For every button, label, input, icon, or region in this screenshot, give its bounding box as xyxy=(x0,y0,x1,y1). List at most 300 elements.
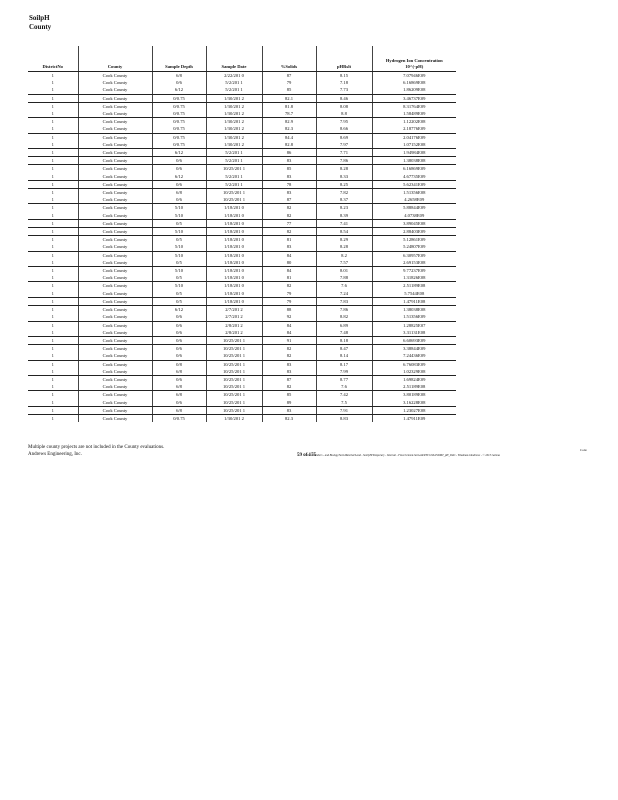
date-cell: 1/18/201 0 xyxy=(206,274,262,282)
district-cell: 1 xyxy=(28,368,78,376)
ph-cell: 8.66 xyxy=(316,125,372,133)
district-cell: 1 xyxy=(51,252,54,258)
ph-cell: 8.37 xyxy=(316,196,372,204)
county-cell: Cook County xyxy=(78,86,152,94)
table-row xyxy=(28,157,456,165)
col-header-sample-depth: Sample Depth xyxy=(152,46,206,72)
solids-cell: 82.9 xyxy=(262,118,316,126)
ph-cell: 8.15 xyxy=(316,72,372,80)
depth-cell: 0/5 xyxy=(152,274,206,282)
depth-cell: 0/6 xyxy=(152,196,206,204)
depth-cell: 0/0.75 xyxy=(152,133,206,141)
hydrogen-cell: 1.47911E09 xyxy=(372,414,456,422)
table-row xyxy=(28,72,456,80)
date-cell: 1/30/201 2 xyxy=(206,141,262,149)
table-header-row xyxy=(28,46,456,72)
date-cell: 1/18/201 0 xyxy=(206,236,262,244)
solids-cell: 80 xyxy=(262,259,316,267)
ph-cell: 7.99 xyxy=(316,368,372,376)
solids-cell: 84.4 xyxy=(262,133,316,141)
district-cell: 1 xyxy=(28,110,78,118)
solids-cell: 89 xyxy=(262,399,316,407)
depth-cell: 5/10 xyxy=(152,251,206,259)
hydrogen-cell: 5.88844E09 xyxy=(372,204,456,212)
date-cell: 5/2/201 1 xyxy=(206,149,262,157)
solids-cell: 82 xyxy=(262,228,316,236)
table-row xyxy=(28,360,456,368)
table-row xyxy=(28,329,456,337)
hydrogen-cell: 2.04176E09 xyxy=(372,133,456,141)
ph-cell: 8.8 xyxy=(316,110,372,118)
district-cell: 1 xyxy=(51,237,54,243)
soil-ph-table xyxy=(28,46,456,422)
table-row xyxy=(28,86,456,94)
table-row xyxy=(28,345,456,353)
date-cell: 10/25/201 1 xyxy=(206,336,262,344)
solids-cell: 82 xyxy=(262,383,316,391)
depth-cell: 0/0.75 xyxy=(152,110,206,118)
depth-cell: 0/5 xyxy=(152,290,206,298)
date-cell: 10/25/201 1 xyxy=(206,165,262,173)
district-cell: 1 xyxy=(28,219,78,227)
county-cell: Cook County xyxy=(78,79,152,86)
page-number: 59 of 175 xyxy=(297,453,317,458)
depth-cell: 0/0.75 xyxy=(152,94,206,102)
ph-cell: 8.28 xyxy=(316,243,372,251)
district-cell: 1 xyxy=(28,173,78,181)
county-cell: Cook County xyxy=(78,329,152,337)
county-cell: Cook County xyxy=(78,228,152,236)
table-row xyxy=(28,110,456,118)
hydrogen-cell: 2.51189E08 xyxy=(372,383,456,391)
district-cell: 1 xyxy=(28,149,78,157)
county-cell: Cook County xyxy=(78,157,152,165)
ph-cell: 7.86 xyxy=(316,157,372,165)
date-cell: 1/30/201 2 xyxy=(206,125,262,133)
depth-cell: 0/8 xyxy=(152,360,206,368)
hydrogen-cell: 3.80189E08 xyxy=(372,391,456,399)
col-header-sample-date: Sample Date xyxy=(206,46,262,72)
district-cell: 1 xyxy=(51,190,54,196)
date-cell: 1/18/201 0 xyxy=(206,290,262,298)
district-cell: 1 xyxy=(28,86,78,94)
solids-cell: 82 xyxy=(262,345,316,353)
county-cell: Cook County xyxy=(78,267,152,275)
district-cell: 1 xyxy=(28,383,78,391)
date-cell: 10/25/201 1 xyxy=(206,360,262,368)
district-cell: 1 xyxy=(51,415,54,421)
county-cell: Cook County xyxy=(78,313,152,321)
depth-cell: 6/8 xyxy=(152,72,206,80)
county-cell: Cook County xyxy=(78,72,152,80)
district-cell: 1 xyxy=(28,125,78,133)
county-cell: Cook County xyxy=(78,306,152,314)
hydrogen-cell: 6.76083E09 xyxy=(372,360,456,368)
district-cell: 1 xyxy=(28,180,78,188)
depth-cell: 0/6 xyxy=(152,321,206,329)
county-cell: Cook County xyxy=(78,118,152,126)
depth-cell: 0/0.75 xyxy=(152,125,206,133)
depth-cell: 0/6 xyxy=(152,313,206,321)
depth-cell: 0/5 xyxy=(152,236,206,244)
solids-cell: 84 xyxy=(262,251,316,259)
ph-cell: 8.33 xyxy=(316,173,372,181)
hydrogen-cell: 2.88403E09 xyxy=(372,228,456,236)
depth-cell: 0/6 xyxy=(152,79,206,86)
hydrogen-cell: 1.51356E08 xyxy=(372,189,456,197)
ph-cell: 7.5 xyxy=(316,399,372,407)
ph-cell: 7.41 xyxy=(316,219,372,227)
depth-cell: 0/6 xyxy=(152,352,206,360)
ph-cell: 8.28 xyxy=(316,165,372,173)
depth-cell: 6/12 xyxy=(152,306,206,314)
solids-cell: 83 xyxy=(262,173,316,181)
ph-cell: 8.08 xyxy=(316,102,372,110)
table-row xyxy=(28,149,456,157)
date-cell: 5/2/201 1 xyxy=(206,173,262,181)
solids-cell: 79 xyxy=(262,297,316,305)
county-cell: Cook County xyxy=(78,149,152,157)
table-row xyxy=(28,383,456,391)
solids-cell: 82 xyxy=(262,282,316,290)
county-cell: Cook County xyxy=(78,165,152,173)
ph-cell: 7.6 xyxy=(316,383,372,391)
solids-cell: 79 xyxy=(262,290,316,298)
county-cell: Cook County xyxy=(78,236,152,244)
ph-cell: 7.86 xyxy=(316,306,372,314)
depth-cell: 0/6 xyxy=(152,157,206,165)
table-row xyxy=(28,133,456,141)
ph-cell: 8.83 xyxy=(316,414,372,422)
district-cell: 1 xyxy=(51,283,54,289)
hydrogen-cell: 9.77237E09 xyxy=(372,267,456,275)
county-cell: Cook County xyxy=(78,391,152,399)
hydrogen-cell: 3.38844E09 xyxy=(372,345,456,353)
district-cell: 1 xyxy=(51,392,54,398)
solids-cell: 82 xyxy=(262,212,316,220)
table-row xyxy=(28,368,456,376)
table-row xyxy=(28,259,456,267)
table-row xyxy=(28,282,456,290)
date-cell: 1/18/201 0 xyxy=(206,267,262,275)
date-cell: 1/18/201 0 xyxy=(206,251,262,259)
col-header-county: County xyxy=(78,46,152,72)
ph-cell: 8.14 xyxy=(316,352,372,360)
ph-cell: 7.42 xyxy=(316,391,372,399)
date-cell: 1/18/201 0 xyxy=(206,204,262,212)
depth-cell: 0/0.75 xyxy=(152,118,206,126)
district-cell: 1 xyxy=(28,243,78,251)
date-cell: 1/30/201 2 xyxy=(206,414,262,422)
date-cell: 2/22/201 0 xyxy=(206,72,262,80)
depth-cell: 6/12 xyxy=(152,86,206,94)
hydrogen-cell: 5.62341E09 xyxy=(372,180,456,188)
date-cell: 10/25/201 1 xyxy=(206,375,262,383)
district-cell: 1 xyxy=(51,134,54,140)
depth-cell: 0/6 xyxy=(152,180,206,188)
date-cell: 1/30/201 2 xyxy=(206,94,262,102)
table-row xyxy=(28,204,456,212)
date-cell: 10/25/201 1 xyxy=(206,345,262,353)
solids-cell: 91 xyxy=(262,336,316,344)
hydrogen-cell: 7.07946E09 xyxy=(372,72,456,80)
district-cell: 1 xyxy=(51,103,54,109)
ph-cell: 8.82 xyxy=(316,313,372,321)
solids-cell: 83 xyxy=(262,406,316,414)
table-row xyxy=(28,352,456,360)
table-row xyxy=(28,141,456,149)
county-cell: Cook County xyxy=(78,212,152,220)
table-row xyxy=(28,399,456,407)
table-row xyxy=(28,391,456,399)
ph-cell: 7.24 xyxy=(316,290,372,298)
ph-cell: 8.2 xyxy=(316,251,372,259)
depth-cell: 0/5 xyxy=(152,259,206,267)
district-cell: 1 xyxy=(51,80,54,86)
hydrogen-cell: 1.94984E08 xyxy=(372,149,456,157)
table-row xyxy=(28,102,456,110)
table-row xyxy=(28,212,456,220)
ph-cell: 8.69 xyxy=(316,133,372,141)
date-cell: 1/18/201 0 xyxy=(206,243,262,251)
county-cell: Cook County xyxy=(78,360,152,368)
depth-cell: 0/6 xyxy=(152,399,206,407)
table-row xyxy=(28,406,456,414)
district-cell: 1 xyxy=(51,376,54,382)
district-cell: 1 xyxy=(28,157,78,165)
hydrogen-cell: 1.28825E07 xyxy=(372,321,456,329)
date-cell: 5/2/201 1 xyxy=(206,157,262,165)
county-cell: Cook County xyxy=(78,94,152,102)
table-row xyxy=(28,228,456,236)
date-cell: 2/8/201 2 xyxy=(206,321,262,329)
table-row xyxy=(28,94,456,102)
solids-cell: 88 xyxy=(262,306,316,314)
table-row xyxy=(28,251,456,259)
table-row xyxy=(28,267,456,275)
report-title-line2: County xyxy=(29,22,52,31)
county-cell: Cook County xyxy=(78,141,152,149)
county-cell: Cook County xyxy=(78,133,152,141)
county-cell: Cook County xyxy=(78,375,152,383)
county-cell: Cook County xyxy=(78,297,152,305)
county-cell: Cook County xyxy=(78,274,152,282)
table-row xyxy=(28,196,456,204)
date-cell: 1/18/201 0 xyxy=(206,228,262,236)
depth-cell: 6/8 xyxy=(152,189,206,197)
county-cell: Cook County xyxy=(78,368,152,376)
solids-cell: 87 xyxy=(262,72,316,80)
date-cell: 10/25/201 1 xyxy=(206,383,262,391)
hydrogen-cell: 6.30957E09 xyxy=(372,251,456,259)
solids-cell: 79 xyxy=(262,79,316,86)
district-cell: 1 xyxy=(51,361,54,367)
ph-cell: 7.6 xyxy=(316,282,372,290)
county-cell: Cook County xyxy=(78,406,152,414)
district-cell: 1 xyxy=(51,268,54,274)
hydrogen-cell: 1.23027E08 xyxy=(372,406,456,414)
solids-cell: 82.3 xyxy=(262,125,316,133)
table-row xyxy=(28,243,456,251)
hydrogen-cell: 1.86209E08 xyxy=(372,86,456,94)
table-row xyxy=(28,219,456,227)
solids-cell: 85 xyxy=(262,165,316,173)
date-cell: 5/2/201 1 xyxy=(206,86,262,94)
hydrogen-cell: 4.0738E09 xyxy=(372,212,456,220)
district-cell: 1 xyxy=(28,196,78,204)
ph-cell: 7.18 xyxy=(316,79,372,86)
hydrogen-cell: 6.16869E09 xyxy=(372,165,456,173)
ph-cell: 7.97 xyxy=(316,141,372,149)
date-cell: 10/25/201 1 xyxy=(206,196,262,204)
district-cell: 1 xyxy=(28,329,78,337)
ph-cell: 8.29 xyxy=(316,236,372,244)
date-cell: 5/2/201 1 xyxy=(206,180,262,188)
hydrogen-cell: 3.31131E08 xyxy=(372,329,456,337)
depth-cell: 0/0.75 xyxy=(152,414,206,422)
table-row xyxy=(28,414,456,422)
hydrogen-cell: 1.31826E08 xyxy=(372,274,456,282)
ph-cell: 8.17 xyxy=(316,360,372,368)
solids-cell: 85 xyxy=(262,391,316,399)
depth-cell: 0/5 xyxy=(152,219,206,227)
district-cell: 1 xyxy=(51,119,54,125)
depth-cell: 5/10 xyxy=(152,212,206,220)
ph-cell: 8.54 xyxy=(316,228,372,236)
district-cell: 1 xyxy=(28,313,78,321)
ph-cell: 8.46 xyxy=(316,94,372,102)
county-cell: Cook County xyxy=(78,399,152,407)
report-title xyxy=(29,14,51,32)
table-row xyxy=(28,180,456,188)
ph-cell: 8.39 xyxy=(316,212,372,220)
footer-code: Code xyxy=(580,448,587,452)
depth-cell: 5/10 xyxy=(152,204,206,212)
table-row xyxy=(28,336,456,344)
date-cell: 10/25/201 1 xyxy=(206,368,262,376)
ph-cell: 8.18 xyxy=(316,336,372,344)
county-cell: Cook County xyxy=(78,383,152,391)
solids-cell: 83 xyxy=(262,360,316,368)
district-cell: 1 xyxy=(28,259,78,267)
table-row xyxy=(28,125,456,133)
county-cell: Cook County xyxy=(78,321,152,329)
table-row xyxy=(28,79,456,86)
county-cell: Cook County xyxy=(78,189,152,197)
col-header-hydrogen-ion-line1: Hydrogen Ion Concentration xyxy=(385,58,443,63)
depth-cell: 6/12 xyxy=(152,173,206,181)
district-cell: 1 xyxy=(28,399,78,407)
footer-company: Andrews Engineering, Inc. xyxy=(28,452,82,457)
ph-cell: 7.95 xyxy=(316,118,372,126)
county-cell: Cook County xyxy=(78,110,152,118)
solids-cell: 87 xyxy=(262,196,316,204)
depth-cell: 0/0.75 xyxy=(152,102,206,110)
table-row xyxy=(28,375,456,383)
depth-cell: 0/6 xyxy=(152,165,206,173)
table-row xyxy=(28,189,456,197)
district-cell: 1 xyxy=(51,322,54,328)
table-row xyxy=(28,274,456,282)
district-cell: 1 xyxy=(28,141,78,149)
date-cell: 1/18/201 0 xyxy=(206,219,262,227)
table-row xyxy=(28,321,456,329)
hydrogen-cell: 6.16869E08 xyxy=(372,79,456,86)
depth-cell: 0/5 xyxy=(152,297,206,305)
ph-cell: 6.89 xyxy=(316,321,372,329)
depth-cell: 0/6 xyxy=(152,329,206,337)
date-cell: 1/30/201 2 xyxy=(206,102,262,110)
solids-cell: 86 xyxy=(262,149,316,157)
depth-cell: 0/6 xyxy=(152,336,206,344)
solids-cell: 82.8 xyxy=(262,141,316,149)
hydrogen-cell: 3.46737E09 xyxy=(372,94,456,102)
depth-cell: 0/6 xyxy=(152,345,206,353)
solids-cell: 78.7 xyxy=(262,110,316,118)
hydrogen-cell: 1.02329E08 xyxy=(372,368,456,376)
solids-cell: 82.3 xyxy=(262,414,316,422)
depth-cell: 5/10 xyxy=(152,228,206,236)
date-cell: 10/25/201 1 xyxy=(206,399,262,407)
date-cell: 1/30/201 2 xyxy=(206,133,262,141)
hydrogen-cell: 1.07152E08 xyxy=(372,141,456,149)
footer-note: Multiple county projects are not included in the County evaluations. xyxy=(28,445,165,450)
solids-cell: 82 xyxy=(262,352,316,360)
county-cell: Cook County xyxy=(78,352,152,360)
ph-cell: 7.88 xyxy=(316,274,372,282)
depth-cell: 5/10 xyxy=(152,243,206,251)
hydrogen-cell: 6.60693E09 xyxy=(372,336,456,344)
solids-cell: 83 xyxy=(262,368,316,376)
county-cell: Cook County xyxy=(78,180,152,188)
table-row xyxy=(28,297,456,305)
solids-cell: 85 xyxy=(262,86,316,94)
solids-cell: 82.1 xyxy=(262,94,316,102)
county-cell: Cook County xyxy=(78,204,152,212)
hydrogen-cell: 1.38038E08 xyxy=(372,157,456,165)
date-cell: 2/7/201 2 xyxy=(206,313,262,321)
district-cell: 1 xyxy=(28,212,78,220)
hydrogen-cell: 4.67735E09 xyxy=(372,173,456,181)
district-cell: 1 xyxy=(28,406,78,414)
date-cell: 2/7/201 2 xyxy=(206,306,262,314)
hydrogen-cell: 7.24436E09 xyxy=(372,352,456,360)
solids-cell: 84 xyxy=(262,321,316,329)
date-cell: 5/2/201 1 xyxy=(206,79,262,86)
date-cell: 10/25/201 1 xyxy=(206,391,262,399)
depth-cell: 0/6 xyxy=(152,375,206,383)
solids-cell: 81.8 xyxy=(262,102,316,110)
ph-cell: 7.73 xyxy=(316,86,372,94)
ph-cell: 8.77 xyxy=(316,375,372,383)
solids-cell: 87 xyxy=(262,375,316,383)
county-cell: Cook County xyxy=(78,345,152,353)
date-cell: 1/18/201 0 xyxy=(206,297,262,305)
hydrogen-cell: 2.51189E08 xyxy=(372,282,456,290)
table-row xyxy=(28,165,456,173)
col-header-ph-result: pHRslt xyxy=(316,46,372,72)
depth-cell: 6/8 xyxy=(152,406,206,414)
col-header-solids: %Solids xyxy=(262,46,316,72)
solids-cell: 82 xyxy=(262,204,316,212)
district-cell: 1 xyxy=(28,274,78,282)
district-cell: 1 xyxy=(28,228,78,236)
county-cell: Cook County xyxy=(78,414,152,422)
ph-cell: 8.23 xyxy=(316,204,372,212)
county-cell: Cook County xyxy=(78,282,152,290)
county-cell: Cook County xyxy=(78,243,152,251)
county-cell: Cook County xyxy=(78,259,152,267)
